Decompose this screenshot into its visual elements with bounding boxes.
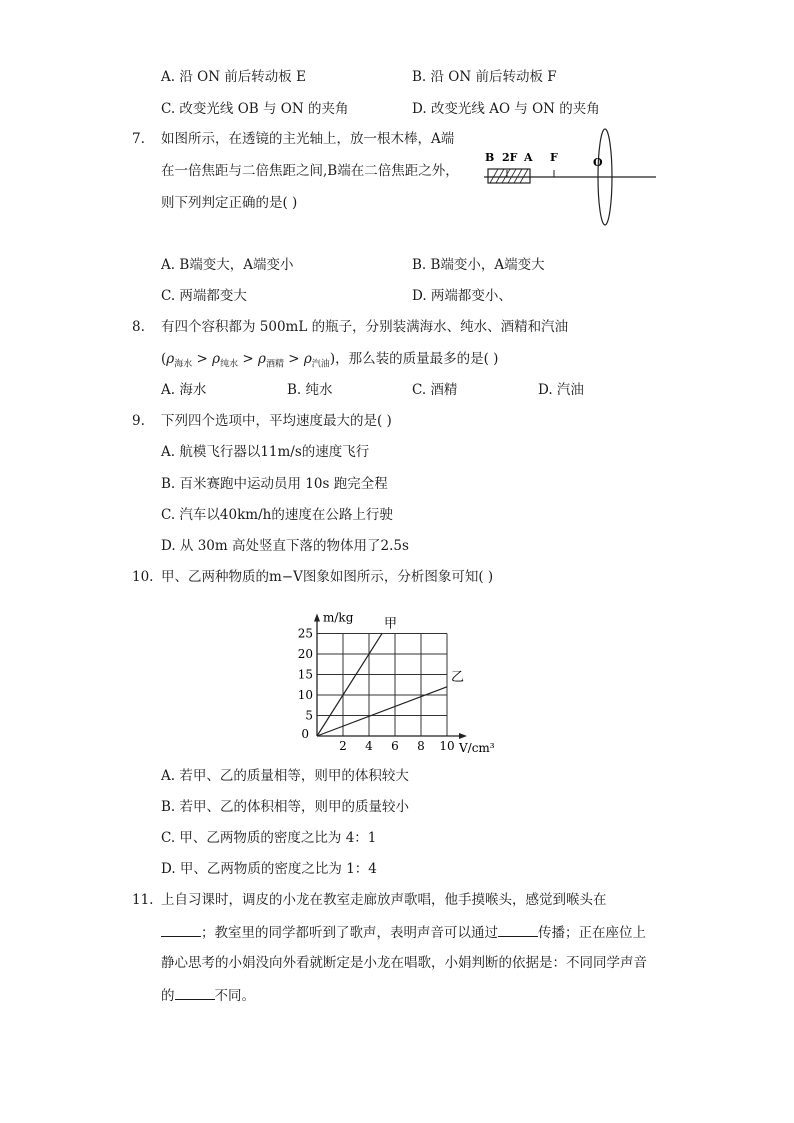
gt-3: > [283, 351, 304, 367]
q11-line-1: 上自习课时，调皮的小龙在教室走廊放声歌唱，他手摸喉头，感觉到喉头在 [161, 892, 607, 908]
q7-option-a: A. B端变大，A端变小 [161, 257, 294, 273]
q8-option-d: D. 汽油 [538, 382, 584, 398]
q10-option-b: B. 若甲、乙的体积相等，则甲的质量较小 [161, 799, 410, 815]
x-axis-label: V/cm³ [459, 741, 495, 755]
q11-line-3: 静心思考的小娟没向外看就断定是小龙在唱歌，小娟判断的依据是：不同同学声音 [161, 955, 647, 971]
series-label-2: 乙 [451, 669, 465, 685]
rho-symbol: ρ [166, 351, 175, 367]
fill-blank-1[interactable] [161, 922, 201, 937]
rho-sub-alcohol: 酒精 [265, 359, 284, 370]
q8-stem-line-1: 有四个容积都为 500mL 的瓶子，分别装满海水、纯水、酒精和汽油 [161, 319, 569, 335]
q9-option-a: A. 航模飞行器以11m/s的速度飞行 [161, 444, 370, 460]
q11-line-4 [161, 985, 255, 1005]
q8-close-paren: ) [329, 351, 336, 367]
x-tick-label: 2 [339, 739, 347, 753]
q8-option-b: B. 纯水 [287, 382, 333, 398]
q11-number: 11. [132, 892, 154, 908]
fill-blank-2[interactable] [498, 922, 538, 937]
series-line-1 [317, 634, 382, 737]
gt-2: > [238, 351, 258, 367]
label-b: B [485, 151, 495, 164]
q9-stem: 下列四个选项中，平均速度最大的是( ) [161, 413, 392, 429]
x-tick-label: 8 [417, 739, 425, 753]
rho-sub-seawater: 海水 [174, 359, 193, 370]
q11-line-4a: 的 [161, 988, 175, 1004]
fill-blank-3[interactable] [175, 985, 215, 1000]
q6-option-a: A. 沿 ON 前后转动板 E [161, 69, 306, 85]
q7-stem-line-2: 在一倍焦距与二倍焦距之间,B端在二倍焦距之外， [161, 163, 459, 179]
q8-option-c: C. 酒精 [412, 382, 458, 398]
q8-stem-line-2 [161, 350, 498, 374]
q7-number: 7. [132, 131, 145, 147]
rho-symbol: ρ [212, 351, 221, 367]
q10-option-a: A. 若甲、乙的质量相等，则甲的体积较大 [161, 768, 409, 784]
origin-label: 0 [301, 727, 309, 741]
series-label-1: 甲 [384, 616, 398, 632]
y-tick-label: 20 [297, 647, 313, 661]
q11-line-2a: ；教室里的同学都听到了歌声，表明声音可以通过 [201, 925, 498, 941]
x-axis-arrow [459, 733, 467, 739]
x-tick-label: 10 [439, 739, 455, 753]
q10-number: 10. [132, 569, 154, 585]
q8-stem-line-2-tail: ，那么装的质量最多的是( ) [335, 351, 499, 367]
q7-option-b: B. B端变小，A端变大 [412, 257, 545, 273]
q10-stem: 甲、乙两种物质的m−V图象如图所示，分析图象可知( ) [161, 569, 494, 585]
q9-option-d: D. 从 30m 高处竖直下落的物体用了2.5s [161, 538, 409, 554]
label-2f: 2F [502, 151, 518, 164]
y-axis-label: m/kg [323, 610, 354, 625]
label-o: O [593, 156, 603, 169]
rho-sub-purewater: 纯水 [220, 359, 239, 370]
label-a: A [524, 151, 533, 164]
rho-sub-gasoline: 汽油 [311, 359, 330, 370]
q11-line-2b: 传播；正在座位上 [538, 925, 646, 941]
y-tick-label: 15 [297, 667, 313, 682]
q7-stem-line-3: 则下列判定正确的是( ) [161, 195, 298, 211]
label-f: F [550, 151, 558, 164]
x-tick-label: 4 [365, 739, 373, 753]
q6-option-c: C. 改变光线 OB 与 ON 的夹角 [161, 101, 349, 117]
stick-hatching [490, 169, 528, 183]
gt-1: > [192, 351, 213, 367]
y-tick-label: 5 [305, 708, 313, 723]
q9-number: 9. [132, 413, 145, 429]
lens-diagram [480, 124, 660, 228]
q7-option-c: C. 两端都变大 [161, 288, 247, 304]
rho-symbol: ρ [303, 351, 312, 367]
y-tick-label: 10 [297, 688, 313, 702]
q9-option-b: B. 百米赛跑中运动员用 10s 跑完全程 [161, 476, 388, 492]
q11-line-2 [161, 922, 646, 942]
x-tick-label: 6 [391, 739, 399, 753]
q6-option-d: D. 改变光线 AO 与 ON 的夹角 [412, 101, 600, 117]
q8-number: 8. [132, 319, 145, 335]
y-tick-label: 25 [297, 626, 313, 641]
q8-open-paren: ( [161, 351, 167, 367]
mv-chart [295, 586, 505, 758]
q9-option-c: C. 汽车以40km/h的速度在公路上行驶 [161, 507, 393, 523]
q10-option-c: C. 甲、乙两物质的密度之比为 4：1 [161, 830, 377, 846]
series-line-2 [317, 687, 447, 736]
q11-line-4b: 不同。 [214, 988, 255, 1004]
y-axis-arrow [314, 614, 320, 622]
q10-option-d: D. 甲、乙两物质的密度之比为 1：4 [161, 861, 377, 877]
q7-option-d: D. 两端都变小、 [412, 288, 512, 304]
rho-symbol: ρ [258, 351, 266, 367]
q6-option-b: B. 沿 ON 前后转动板 F [412, 69, 557, 85]
q7-stem-line-1: 如图所示，在透镜的主光轴上，放一根木棒，A端 [161, 131, 455, 147]
q8-option-a: A. 海水 [161, 382, 207, 398]
